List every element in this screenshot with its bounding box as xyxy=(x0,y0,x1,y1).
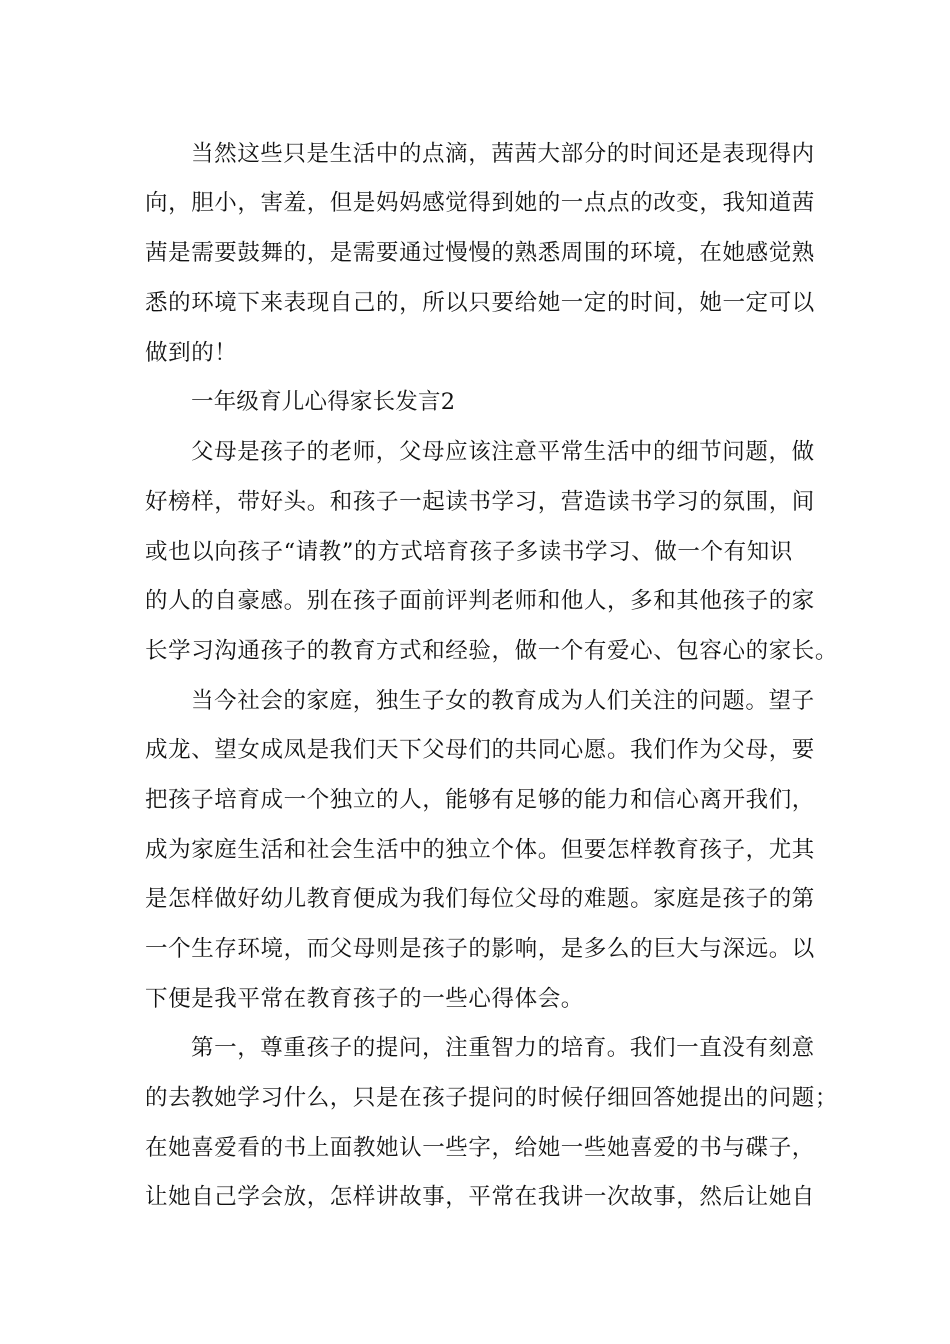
paragraph-line: 父母是孩子的老师，父母应该注意平常生活中的细节问题，做 xyxy=(191,439,815,465)
paragraph-line: 是怎样做好幼儿教育便成为我们每位父母的难题。家庭是孩子的第 xyxy=(145,886,815,912)
paragraph-line: 成龙、望女成凤是我们天下父母们的共同心愿。我们作为父母，要 xyxy=(145,737,815,763)
paragraph-line: 悉的环境下来表现自己的，所以只要给她一定的时间，她一定可以 xyxy=(145,290,815,316)
paragraph-line: 好榜样，带好头。和孩子一起读书学习，营造读书学习的氛围，间 xyxy=(145,489,815,515)
paragraph-line: 的人的自豪感。别在孩子面前评判老师和他人，多和其他孩子的家 xyxy=(145,588,815,614)
paragraph-line: 向，胆小，害羞，但是妈妈感觉得到她的一点点的改变，我知道茜 xyxy=(145,190,815,216)
paragraph-line: 做到的！ xyxy=(145,340,238,366)
paragraph-line: 在她喜爱看的书上面教她认一些字，给她一些她喜爱的书与碟子， xyxy=(145,1135,815,1161)
paragraph-line: 的去教她学习什么，只是在孩子提问的时候仔细回答她提出的问题； xyxy=(145,1085,839,1111)
paragraph-line: 把孩子培育成一个独立的人，能够有足够的能力和信心离开我们， xyxy=(145,787,815,813)
paragraph-line: 下便是我平常在教育孩子的一些心得体会。 xyxy=(145,986,584,1012)
paragraph-line: 或也以向孩子“请教”的方式培育孩子多读书学习、做一个有知识 xyxy=(145,539,793,565)
paragraph-line: 一个生存环境，而父母则是孩子的影响，是多么的巨大与深远。以 xyxy=(145,936,815,962)
paragraph-line: 让她自己学会放，怎样讲故事，平常在我讲一次故事，然后让她自 xyxy=(145,1184,815,1210)
paragraph-line: 当然这些只是生活中的点滴，茜茜大部分的时间还是表现得内 xyxy=(191,141,815,167)
paragraph-line: 第一，尊重孩子的提问，注重智力的培育。我们一直没有刻意 xyxy=(191,1035,815,1061)
paragraph-line: 成为家庭生活和社会生活中的独立个体。但要怎样教育孩子，尤其 xyxy=(145,837,815,863)
section-heading: 一年级育儿心得家长发言2 xyxy=(191,389,456,415)
paragraph-line: 长学习沟通孩子的教育方式和经验，做一个有爱心、包容心的家长。 xyxy=(145,638,839,664)
paragraph-line: 当今社会的家庭，独生子女的教育成为人们关注的问题。望子 xyxy=(191,688,815,714)
paragraph-line: 茜是需要鼓舞的，是需要通过慢慢的熟悉周围的环境，在她感觉熟 xyxy=(145,240,815,266)
